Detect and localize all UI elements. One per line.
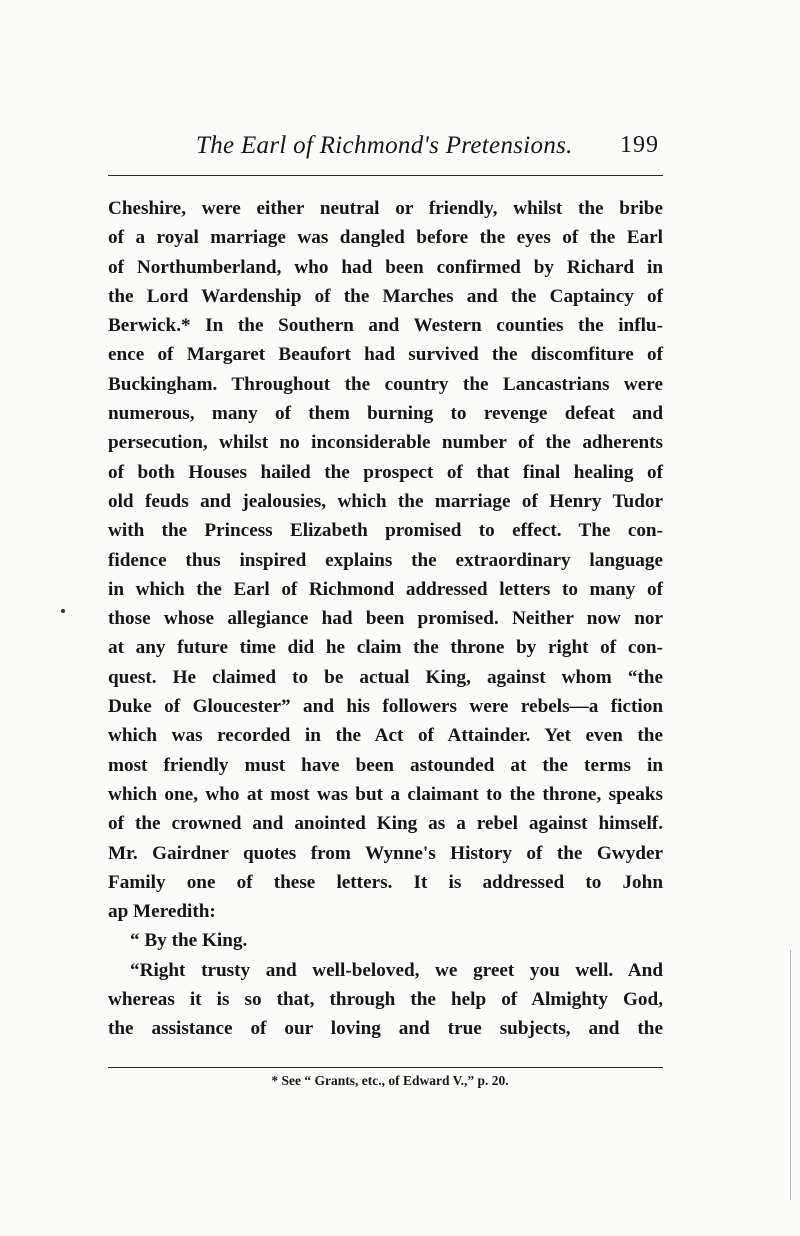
text-line: at any future time did he claim the throne by right of con- [108,637,663,659]
text-line: which was recorded in the Act of Attainder. Yet even the [108,725,663,747]
text-line: old feuds and jealousies, which the marriage of Henry Tudor [108,490,663,512]
text-line: whereas it is so that, through the help of Almighty God, [108,989,663,1011]
page-edge-line [790,950,791,1200]
text-line: in which the Earl of Richmond addressed letters to many of [108,578,663,600]
text-line: of Northumberland, who had been confirmed by Richard in [108,256,663,278]
text-line: Family one of these letters. It is addressed to John [108,871,663,893]
text-line: Berwick.* In the Southern and Western counties the influ- [108,315,663,337]
body-text [108,194,663,1044]
letter-salutation: “ By the King. [130,930,248,952]
footnote-rule [108,1067,663,1068]
text-line: the assistance of our loving and true subjects, and the [108,1018,663,1040]
text-line: persecution, whilst no inconsiderable number of the adherents [108,432,663,454]
text-line: ence of Margaret Beaufort had survived the discomfiture of [108,344,663,366]
text-line: those whose allegiance had been promised. Neither now nor [108,608,663,630]
text-line: numerous, many of them burning to revenge defeat and [108,403,663,425]
text-line: quest. He claimed to be actual King, against whom “the [108,666,663,688]
text-line: most friendly must have been astounded at the terms in [108,754,663,776]
footnote: * See “ Grants, etc., of Edward V.,” p. 20. [271,1073,509,1088]
page-number: 199 [620,132,659,158]
text-line: the Lord Wardenship of the Marches and the Captaincy of [108,285,663,307]
text-line: with the Princess Elizabeth promised to effect. The con- [108,520,663,542]
header-rule [108,175,663,176]
text-line: fidence thus inspired explains the extraordinary language [108,549,663,571]
running-head [108,128,663,162]
text-line: Cheshire, were either neutral or friendly, whilst the bribe [108,198,663,219]
text-line: “Right trusty and well-beloved, we greet you well. And [130,959,663,981]
text-line: of a royal marriage was dangled before the eyes of the Earl [108,227,663,249]
text-line: ap Meredith: [108,901,216,923]
text-line: Mr. Gairdner quotes from Wynne's History of the Gwyder [108,842,663,864]
text-line: of both Houses hailed the prospect of that final healing of [108,461,663,483]
text-line: of the crowned and anointed King as a rebel against himself. [108,813,663,835]
text-line: Buckingham. Throughout the country the Lancastrians were [108,373,663,395]
text-line: Duke of Gloucester” and his followers were rebels—a fiction [108,696,663,718]
text-line: which one, who at most was but a claimant to the throne, speaks [108,783,663,805]
margin-ink-mark [61,609,65,613]
running-title: The Earl of Richmond's Pretensions. [196,132,573,159]
